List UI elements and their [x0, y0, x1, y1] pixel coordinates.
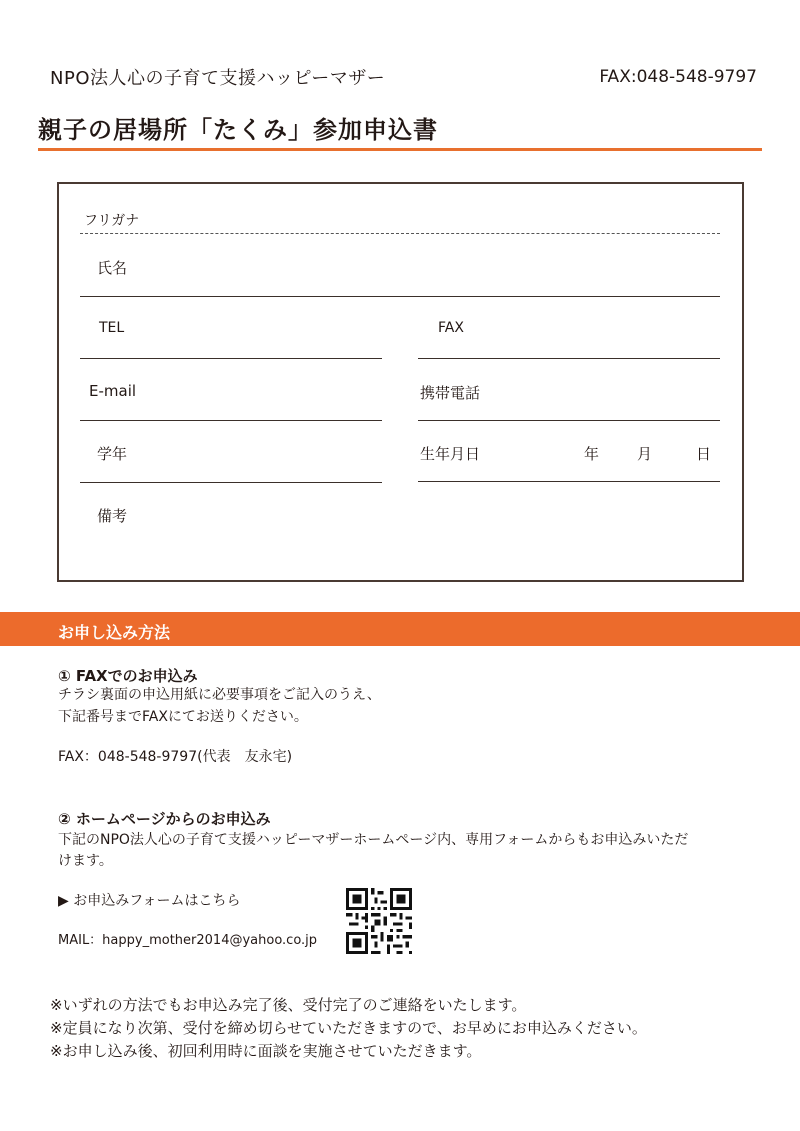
web-method-line-1: 下記のNPO法人心の子育て支援ハッピーマザーホームページ内、専用フォームからもお申込みいただ	[58, 832, 689, 848]
fax-label: FAX	[438, 320, 464, 336]
fax-method-heading: ① FAXでのお申込み	[58, 667, 198, 685]
fax-method-line-1: チラシ裏面の申込用紙に必要事項をご記入のうえ、	[58, 687, 381, 703]
mobile-label: 携帯電話	[420, 384, 481, 402]
web-method-line-2: けます。	[58, 853, 113, 869]
fax-method-line-2: 下記番号までFAXにてお送りください。	[58, 709, 308, 725]
qr-code-image[interactable]	[346, 888, 412, 954]
title-underline	[38, 148, 762, 151]
furigana-label: フリガナ	[84, 213, 140, 229]
furigana-line	[80, 233, 720, 234]
page-title: 親子の居場所「たくみ」参加申込書	[38, 116, 438, 144]
birthday-label: 生年月日	[420, 445, 481, 463]
note-line-2: ※定員になり次第、受付を締め切らせていただきますので、お早めにお申込みください。	[50, 1019, 647, 1037]
name-label: 氏名	[97, 259, 128, 277]
note-line-1: ※いずれの方法でもお申込み完了後、受付完了のご連絡をいたします。	[50, 996, 527, 1014]
grade-label: 学年	[97, 445, 128, 463]
contact-email[interactable]: MAIL：happy_mother2014@yahoo.co.jp	[58, 933, 318, 948]
remarks-label: 備考	[97, 507, 128, 525]
birthday-day-label: 日	[696, 445, 712, 463]
grade-line	[80, 482, 382, 483]
application-form-box	[57, 182, 744, 582]
application-method-title: お申し込み方法	[58, 623, 171, 642]
email-line	[80, 420, 382, 421]
application-form-link[interactable]: ▶ お申込みフォームはこちら	[58, 893, 241, 909]
name-line	[80, 296, 720, 297]
note-line-3: ※お申し込み後、初回利用時に面談を実施させていただきます。	[50, 1042, 482, 1060]
web-method-heading: ② ホームページからのお申込み	[58, 810, 271, 828]
tel-line	[80, 358, 382, 359]
mobile-line	[418, 420, 720, 421]
tel-label: TEL	[99, 320, 125, 336]
fax-line	[418, 358, 720, 359]
birthday-year-label: 年	[584, 445, 600, 463]
email-label: E-mail	[89, 382, 137, 400]
birthday-line	[418, 481, 720, 482]
fax-method-number: FAX：048-548-9797(代表 友永宅)	[58, 749, 293, 765]
organization-name: NPO法人心の子育て支援ハッピーマザー	[50, 68, 386, 89]
header-fax-number: FAX:048-548-9797	[599, 67, 757, 87]
birthday-month-label: 月	[637, 445, 653, 463]
